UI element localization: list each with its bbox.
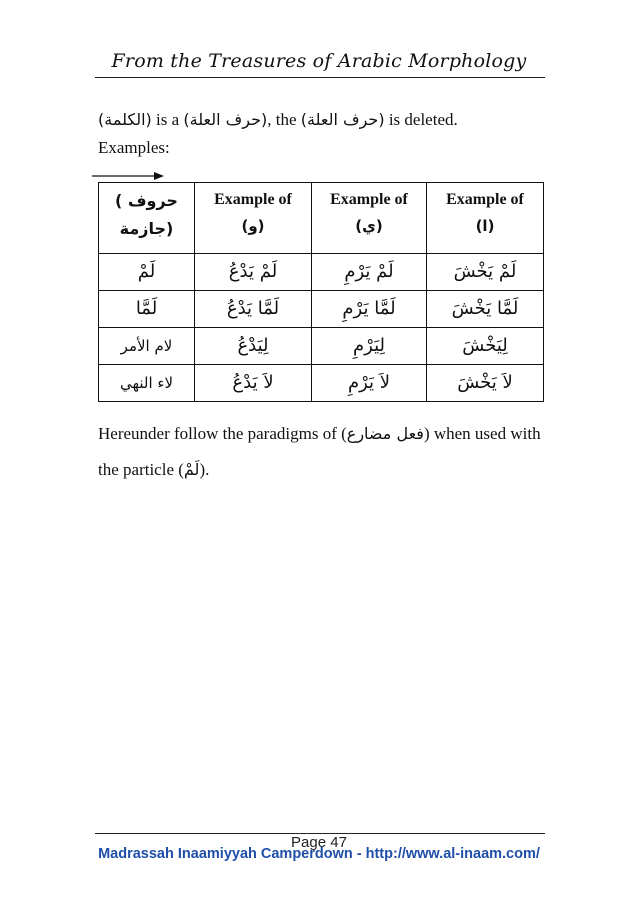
table-row [99,254,544,291]
table-header-huroof-jazima [99,183,195,254]
page-number: Page 47 [291,834,347,851]
header-huroof-line2: جازمة) [119,219,174,238]
table-row [99,365,544,402]
table-cell-waw-example: لَمَّا يَدْعُ [195,291,312,328]
paradigm-line2-end: ). [199,460,210,479]
header-divider [95,77,545,78]
table-cell-particle: لَمْ [99,254,195,291]
table-cell-ya-example: لَمْ يَرْمِ [312,254,427,291]
paradigm-arabic-fil-mudari: فعل مضارع [346,424,424,443]
header-example-ya-letter: (ي) [355,217,383,235]
page-header-title: From the Treasures of Arabic Morphology [111,50,527,72]
paradigm-sentence-line1 [98,424,541,444]
table-cell-alif-example: لاَ يَخْشَ [427,365,544,402]
intro-arabic-harf-2: (حرف العلة) [300,110,385,129]
header-example-alif-letter: (ا) [475,217,495,235]
table-header-example-ya [312,183,427,254]
table-row [99,291,544,328]
table-cell-alif-example: لَمْ يَخْشَ [427,254,544,291]
header-example-ya-title: Example of [330,191,408,208]
header-example-alif-title: Example of [446,191,524,208]
table-cell-waw-example: لَمْ يَدْعُ [195,254,312,291]
table-cell-waw-example: لِيَدْعُ [195,328,312,365]
jazm-examples-table [98,182,544,402]
table-cell-particle: لَمَّا [99,291,195,328]
table-cell-particle: لام الأمر [99,328,195,365]
footer-organization-link[interactable]: Madrassah Inaamiyyah Camperdown - http://www.al-inaam.com/ [98,846,540,862]
intro-sentence [98,110,458,130]
paradigm-line2-text: the particle ( [98,460,184,479]
table-cell-alif-example: لِيَخْشَ [427,328,544,365]
header-example-waw-letter: (و) [241,217,265,235]
header-example-waw-title: Example of [214,191,292,208]
intro-is-a: is a [151,110,184,129]
paradigm-sentence-line2 [98,460,209,480]
paradigm-line1-end: ) when used with [423,424,541,443]
intro-arabic-harf-1: (حرف العلة) [183,110,268,129]
table-cell-waw-example: لاَ يَدْعُ [195,365,312,402]
table-row [99,328,544,365]
intro-arabic-kalima: (الكلمة) [98,110,152,129]
paradigm-arabic-lam: لَمْ [183,460,200,479]
intro-the: , the [267,110,301,129]
table-cell-particle: لاء النهي [99,365,195,402]
table-header-example-waw [195,183,312,254]
table-cell-ya-example: لِيَرْمِ [312,328,427,365]
arrow-right-icon [92,171,164,181]
table-header-row [99,183,544,254]
table-cell-ya-example: لَمَّا يَرْمِ [312,291,427,328]
table-cell-alif-example: لَمَّا يَخْشَ [427,291,544,328]
table-header-example-alif [427,183,544,254]
table-cell-ya-example: لاَ يَرْمِ [312,365,427,402]
paradigm-line1-text: Hereunder follow the paradigms of ( [98,424,347,443]
examples-label: Examples: [98,138,170,157]
header-huroof-line1: ( حروف [115,191,178,210]
intro-deleted: is deleted. [384,110,458,129]
